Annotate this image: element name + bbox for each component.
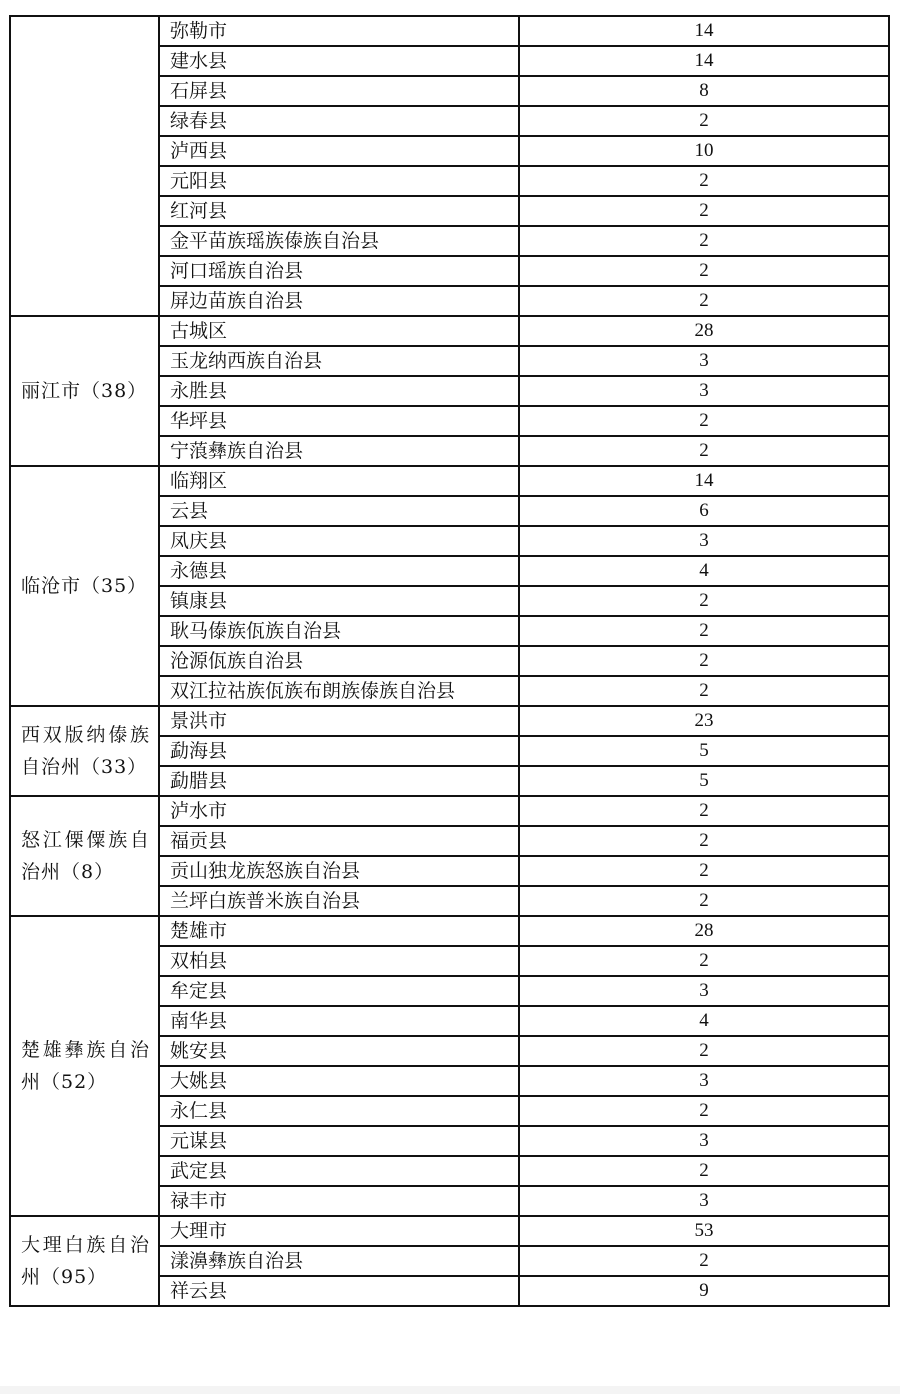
table-body	[10, 16, 889, 1306]
count-cell: 28	[519, 916, 889, 946]
count-cell: 2	[519, 1246, 889, 1276]
count-cell: 2	[519, 826, 889, 856]
county-cell: 屏边苗族自治县	[159, 286, 519, 316]
county-cell: 玉龙纳西族自治县	[159, 346, 519, 376]
count-cell: 3	[519, 1186, 889, 1216]
count-cell: 2	[519, 106, 889, 136]
county-cell: 建水县	[159, 46, 519, 76]
count-cell: 2	[519, 946, 889, 976]
county-cell: 沧源佤族自治县	[159, 646, 519, 676]
county-cell: 泸西县	[159, 136, 519, 166]
count-cell: 3	[519, 976, 889, 1006]
region-cell: 怒江傈僳族自治州（8）	[10, 796, 159, 916]
count-cell: 2	[519, 676, 889, 706]
count-cell: 3	[519, 346, 889, 376]
count-cell: 23	[519, 706, 889, 736]
county-cell: 红河县	[159, 196, 519, 226]
count-cell: 8	[519, 76, 889, 106]
county-cell: 勐腊县	[159, 766, 519, 796]
count-cell: 2	[519, 586, 889, 616]
county-cell: 元谋县	[159, 1126, 519, 1156]
county-cell: 勐海县	[159, 736, 519, 766]
count-cell: 2	[519, 616, 889, 646]
county-cell: 贡山独龙族怒族自治县	[159, 856, 519, 886]
county-cell: 禄丰市	[159, 1186, 519, 1216]
count-cell: 3	[519, 376, 889, 406]
count-cell: 2	[519, 886, 889, 916]
count-cell: 2	[519, 1036, 889, 1066]
region-cell	[10, 16, 159, 316]
count-cell: 9	[519, 1276, 889, 1306]
count-cell: 3	[519, 1066, 889, 1096]
county-cell: 双柏县	[159, 946, 519, 976]
county-cell: 永仁县	[159, 1096, 519, 1126]
county-cell: 绿春县	[159, 106, 519, 136]
table-row	[10, 1216, 889, 1246]
county-cell: 宁蒗彝族自治县	[159, 436, 519, 466]
count-cell: 3	[519, 526, 889, 556]
count-cell: 28	[519, 316, 889, 346]
county-cell: 景洪市	[159, 706, 519, 736]
county-cell: 云县	[159, 496, 519, 526]
count-cell: 2	[519, 1156, 889, 1186]
county-cell: 兰坪白族普米族自治县	[159, 886, 519, 916]
region-cell: 临沧市（35）	[10, 466, 159, 706]
county-cell: 凤庆县	[159, 526, 519, 556]
county-cell: 永德县	[159, 556, 519, 586]
page-bottom-margin	[0, 1386, 900, 1394]
count-cell: 10	[519, 136, 889, 166]
count-cell: 2	[519, 796, 889, 826]
county-cell: 武定县	[159, 1156, 519, 1186]
county-cell: 南华县	[159, 1006, 519, 1036]
table-row	[10, 916, 889, 946]
county-cell: 泸水市	[159, 796, 519, 826]
count-cell: 2	[519, 226, 889, 256]
count-cell: 14	[519, 466, 889, 496]
region-cell: 楚雄彝族自治州（52）	[10, 916, 159, 1216]
count-cell: 4	[519, 556, 889, 586]
count-cell: 5	[519, 736, 889, 766]
region-cell: 丽江市（38）	[10, 316, 159, 466]
county-cell: 祥云县	[159, 1276, 519, 1306]
count-cell: 2	[519, 436, 889, 466]
count-cell: 2	[519, 406, 889, 436]
county-cell: 大理市	[159, 1216, 519, 1246]
county-cell: 福贡县	[159, 826, 519, 856]
count-cell: 2	[519, 646, 889, 676]
county-cell: 古城区	[159, 316, 519, 346]
count-cell: 2	[519, 856, 889, 886]
county-cell: 石屏县	[159, 76, 519, 106]
region-cell: 西双版纳傣族自治州（33）	[10, 706, 159, 796]
table-row	[10, 316, 889, 346]
count-cell: 2	[519, 256, 889, 286]
table-row	[10, 466, 889, 496]
county-cell: 元阳县	[159, 166, 519, 196]
county-cell: 楚雄市	[159, 916, 519, 946]
count-cell: 53	[519, 1216, 889, 1246]
count-cell: 14	[519, 16, 889, 46]
table-row	[10, 706, 889, 736]
region-cell: 大理白族自治州（95）	[10, 1216, 159, 1306]
count-cell: 3	[519, 1126, 889, 1156]
county-count-table	[9, 15, 890, 1307]
table-row	[10, 16, 889, 46]
county-cell: 耿马傣族佤族自治县	[159, 616, 519, 646]
county-cell: 双江拉祜族佤族布朗族傣族自治县	[159, 676, 519, 706]
county-cell: 弥勒市	[159, 16, 519, 46]
county-cell: 漾濞彝族自治县	[159, 1246, 519, 1276]
count-cell: 2	[519, 166, 889, 196]
table-row	[10, 796, 889, 826]
count-cell: 5	[519, 766, 889, 796]
county-cell: 大姚县	[159, 1066, 519, 1096]
county-cell: 永胜县	[159, 376, 519, 406]
county-cell: 临翔区	[159, 466, 519, 496]
count-cell: 6	[519, 496, 889, 526]
county-cell: 金平苗族瑶族傣族自治县	[159, 226, 519, 256]
count-cell: 2	[519, 196, 889, 226]
count-cell: 2	[519, 1096, 889, 1126]
county-cell: 华坪县	[159, 406, 519, 436]
county-cell: 姚安县	[159, 1036, 519, 1066]
county-cell: 镇康县	[159, 586, 519, 616]
count-cell: 14	[519, 46, 889, 76]
count-cell: 4	[519, 1006, 889, 1036]
count-cell: 2	[519, 286, 889, 316]
county-cell: 牟定县	[159, 976, 519, 1006]
county-cell: 河口瑶族自治县	[159, 256, 519, 286]
